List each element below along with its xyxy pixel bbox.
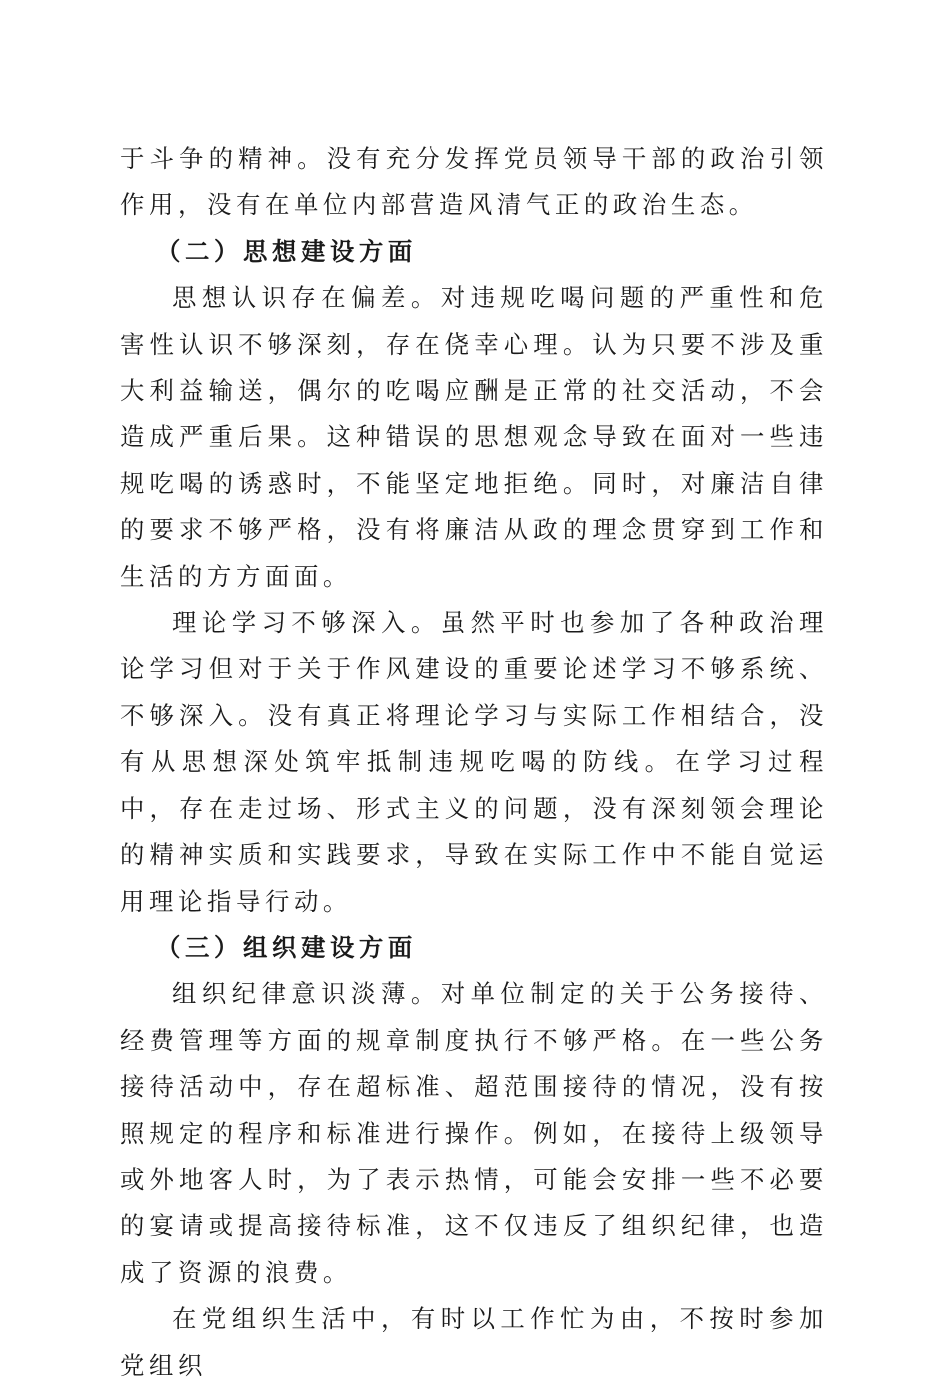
paragraph-party-life: 在党组织生活中，有时以工作忙为由，不按时参加党组织: [120, 1304, 828, 1380]
section-heading-ideology: （二）思想建设方面: [156, 236, 417, 266]
paragraph-theory-study: 理论学习不够深入。虽然平时也参加了各种政治理论学习但对于关于作风建设的重要论述学习不够系统、不够深入。没有真正将理论学习与实际工作相结合，没有从思想深处筑牢抵制违规吃喝的防线。在学习过程中，存在走过场、形式主义的问题，没有深刻领会理论的精神实质和实践要求，导致在实际工作中不能自觉运用理论指导行动。: [120, 608, 828, 916]
continued-paragraph: 于斗争的精神。没有充分发挥党员领导干部的政治引领作用，没有在单位内部营造风清气正的政治生态。: [120, 144, 828, 220]
paragraph-organizational-discipline: 组织纪律意识淡薄。对单位制定的关于公务接待、经费管理等方面的规章制度执行不够严格。在一些公务接待活动中，存在超标准、超范围接待的情况，没有按照规定的程序和标准进行操作。例如，在接待上级领导或外地客人时，为了表示热情，可能会安排一些不必要的宴请或提高接待标准，这不仅违反了组织纪律，也造成了资源的浪费。: [120, 979, 828, 1287]
paragraph-ideological-deviation: 思想认识存在偏差。对违规吃喝问题的严重性和危害性认识不够深刻，存在侥幸心理。认为只要不涉及重大利益输送，偶尔的吃喝应酬是正常的社交活动，不会造成严重后果。这种错误的思想观念导致在面对一些违规吃喝的诱惑时，不能坚定地拒绝。同时，对廉洁自律的要求不够严格，没有将廉洁从政的理念贯穿到工作和生活的方方面面。: [120, 283, 828, 591]
document-body: [120, 136, 828, 1389]
section-heading-organization: （三）组织建设方面: [156, 932, 417, 962]
